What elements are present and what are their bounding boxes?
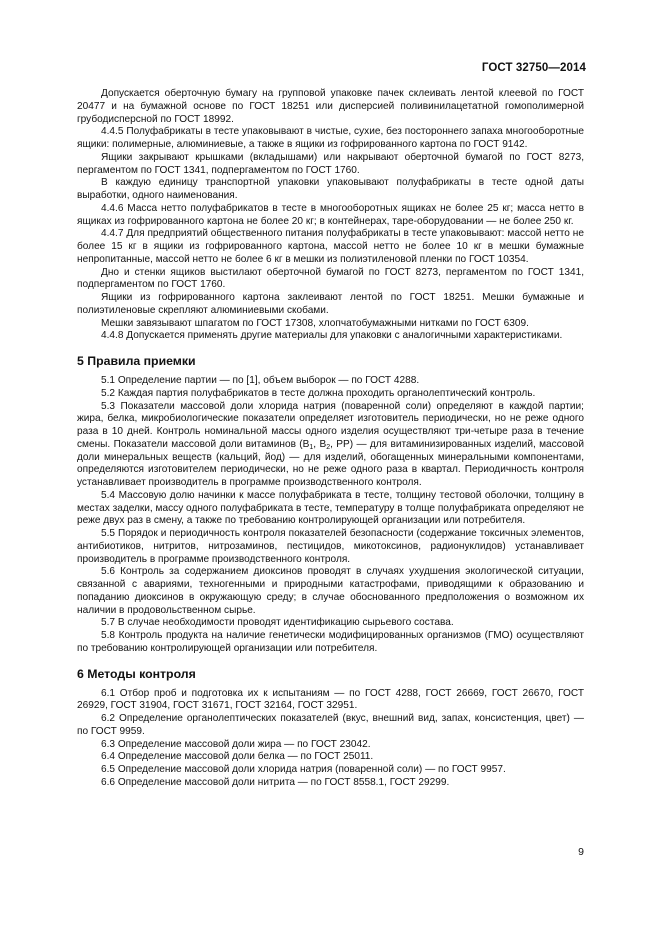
text-run: , В [313,438,327,450]
page-number: 9 [578,846,584,858]
paragraph: 5.4 Массовую долю начинки к массе полуфабриката в тесте, толщину тестовой оболочки, толщину в местах заделки, массу одного полуфабриката в тесте, температуру в толще полуфабриката определяют не реже двух раз в смену, а также по требованию контролирующей организации или потребителя. [77,489,584,527]
paragraph: В каждую единицу транспортной упаковки упаковывают полуфабрикаты в тесте одной даты выработки, одного наименования. [77,177,584,201]
paragraph: 6.2 Определение органолептических показателей (вкус, внешний вид, запах, консистенция, цвет) — по ГОСТ 9959. [77,713,584,737]
paragraph: 4.4.8 Допускается применять другие материалы для упаковки с аналогичными характеристиками. [101,330,563,342]
paragraph: 4.4.6 Масса нетто полуфабрикатов в тесте в многооборотных ящиках не более 25 кг; масса нетто в ящиках из гофрированного картона не более 20 кг; в контейнерах, таре-оборудовании — не более 250 кг. [77,202,584,227]
subscript: 1 [309,443,314,451]
paragraph: 5.5 Порядок и периодичность контроля показателей безопасности (содержание токсичных элементов, антибиотиков, нитритов, нитрозаминов, пестицидов, микотоксинов, радионуклидов) устанавливает производитель в программе производственного контроля. [77,528,584,565]
paragraph: 6.5 Определение массовой доли хлорида натрия (поваренной соли) — по ГОСТ 9957. [101,764,506,775]
paragraph: Ящики закрывают крышками (вкладышами) или накрывают оберточной бумагой по ГОСТ 8273, пергаментом по ГОСТ 1341, подпергаментом по ГОСТ 1760. [77,151,584,176]
paragraph: 6.6 Определение массовой доли нитрита — по ГОСТ 8558.1, ГОСТ 29299. [101,776,450,788]
section-heading-control-methods: 6 Методы контроля [77,666,196,681]
paragraph: Дно и стенки ящиков выстилают оберточной бумагой по ГОСТ 8273, пергаментом по ГОСТ 1341, подпергаментом по ГОСТ 1760. [77,266,584,291]
paragraph [77,401,584,490]
paragraph: 5.7 В случае необходимости проводят идентификацию сырьевого состава. [101,617,454,629]
paragraph: 4.4.7 Для предприятий общественного питания полуфабрикаты в тесте упаковывают: массой нетто не более 15 кг в ящики из гофрированного картона, массой нетто не более 10 кг в мешки бумажные непропитанные, массой нетто не более 6 кг в мешки из полиэтиленовой пленки по ГОСТ 10354. [77,228,584,265]
paragraph: 5.2 Каждая партия полуфабрикатов в тесте должна проходить органолептический контроль. [101,387,536,399]
document-id-header: ГОСТ 32750—2014 [481,62,586,74]
subscript: 2 [326,443,331,451]
paragraph: Мешки завязывают шпагатом по ГОСТ 17308, хлопчатобумажными нитками по ГОСТ 6309. [101,317,529,329]
paragraph: 6.1 Отбор проб и подготовка их к испытаниям — по ГОСТ 4288, ГОСТ 26669, ГОСТ 26670, ГОСТ 26929, ГОСТ 31904, ГОСТ 31671, ГОСТ 32164, ГОСТ 32951. [77,687,584,712]
paragraph: 6.4 Определение массовой доли белка — по ГОСТ 25011. [101,751,374,763]
section-heading-acceptance-rules: 5 Правила приемки [77,354,196,368]
text-run: , РР) — для витаминизированных изделий, массовой доли минеральных веществ (кальций, йод) — для изделий, обогащенных минеральными компонентами, определяются изготовителем периодически, но не реже одного раза в квартал. Периодичность контроля устанавливает производитель в программе производственного контроля. [77,438,584,488]
paragraph: Ящики из гофрированного картона заклеивают лентой по ГОСТ 18251. Мешки бумажные и полиэтиленовые скрепляют алюминиевыми скобами. [77,292,584,316]
paragraph: 4.4.5 Полуфабрикаты в тесте упаковывают в чистые, сухие, без постороннего запаха многооборотные ящики: полимерные, алюминиевые, а также в ящики из гофрированного картона по ГОСТ 9142. [77,126,584,150]
paragraph: 6.3 Определение массовой доли жира — по ГОСТ 23042. [101,738,371,750]
text-run: 5.3 Показатели массовой доли хлорида натрия (поваренной соли) определяют в каждой партии; жира, белка, микробиологические показатели определяет изготовитель периодически, но не реже одного раза в 10 дней. Контроль номинальной массы одного изделия осуществляют три-четыре раза в течение смены. Показатели массовой доли витаминов (В [77,400,584,450]
paragraph: Допускается оберточную бумагу на групповой упаковке пачек склеивать лентой клеевой по ГОСТ 20477 и на бумажной основе по ГОСТ 18251 или дисперсией поливинилацетатной гомополимерной грубодисперсной по ГОСТ 18992. [77,88,584,125]
paragraph: 5.8 Контроль продукта на наличие генетически модифицированных организмов (ГМО) осуществляют по требованию контролирующей организации или потребителя. [77,630,584,654]
paragraph: 5.6 Контроль за содержанием диоксинов проводят в случаях ухудшения экологической ситуации, связанной с авариями, техногенными и природными катастрофами, приводящими к образованию и попаданию диоксинов в окружающую среду; в случае обоснованного предположения о возможном их наличии в продовольственном сырье. [77,566,584,616]
paragraph: 5.1 Определение партии — по [1], объем выборок — по ГОСТ 4288. [101,375,420,386]
document-body [77,88,584,790]
